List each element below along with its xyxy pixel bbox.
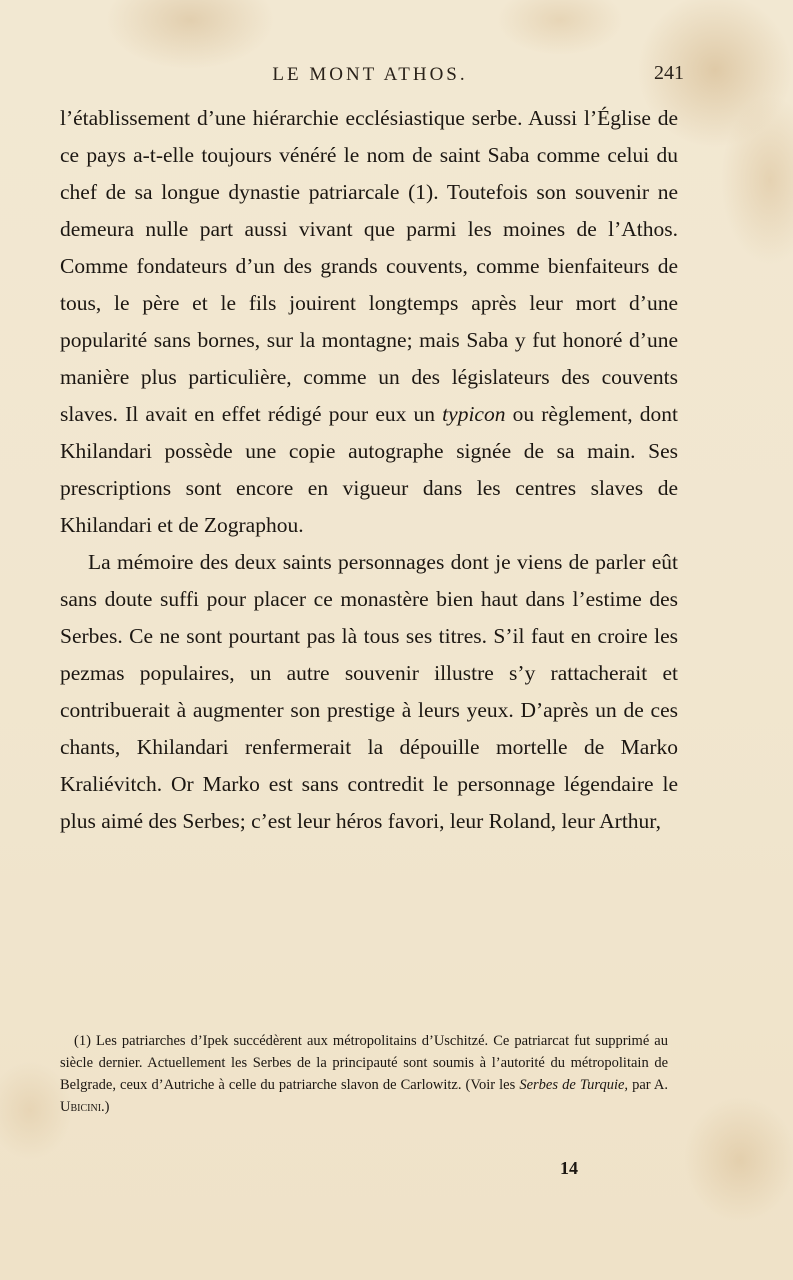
- footnote-italic-title: Serbes de Turquie,: [519, 1077, 629, 1093]
- paragraph: La mémoire des deux saints personnages dont je viens de parler eût sans doute suffi pour placer ce monastère bien haut dans l’estime des Serbes. Ce ne sont pourtant pas là tous ses titres. S’il faut en croire les pezmas populaires, un autre souvenir illustre s’y rattacherait et contribuerait à augmenter son prestige à leurs yeux. D’après un de ces chants, Khilandari renfermerait la dépouille mortelle de Marko Kraliévitch. Or Marko est sans contredit le personnage légendaire le plus aimé des Serbes; c’est leur héros favori, leur Roland, leur Arthur,: [60, 550, 678, 833]
- paragraph: [60, 100, 678, 544]
- running-title: LE MONT ATHOS.: [272, 64, 468, 85]
- page-number: 241: [654, 62, 684, 84]
- paragraph-text: l’établissement d’une hiérarchie ecclésiastique serbe. Aussi l’Église de ce pays a-t-elle toujours vénéré le nom de saint Saba comme celui du chef de sa longue dynastie patriarcale (1). Toutefois son souvenir ne demeura nulle part aussi vivant que parmi les moines de l’Athos. Comme fondateurs d’un des grands couvents, comme bienfaiteurs de tous, le père et le fils jouirent longtemps après leur mort d’une popularité sans bornes, sur la montagne; mais Saba y fut honoré d’une manière plus particulière, comme un des législateurs des couvents slaves. Il avait en effet rédigé pour eux un: [60, 106, 678, 426]
- footnote: [60, 1030, 668, 1118]
- footnote-author: Ubicini: [60, 1099, 102, 1115]
- footnote-part: .): [101, 1099, 110, 1115]
- footnote-part: par A.: [628, 1077, 669, 1093]
- main-text: [60, 100, 678, 840]
- running-head: [60, 60, 684, 90]
- footnote-text: [60, 1030, 668, 1118]
- italic-term: typicon: [442, 402, 506, 426]
- footnote-part: (1) Les patriarches d’Ipek succédèrent aux métropolitains d’Uschitzé. Ce patriarcat fut supprimé au siècle dernier. Actuellement les Serbes de la principauté sont soumis à l’autorité du métropolitain de Belgrade, ceux d’Autriche à celle du patriarche slavon de Carlowitz. (Voir les: [60, 1033, 668, 1093]
- signature-mark: 14: [560, 1158, 578, 1178]
- paragraph-text: ou règlement, dont Khilandari possède une copie autographe signée de sa main. Ses prescriptions sont encore en vigueur dans les centres slaves de Khilandari et de Zographou.: [60, 402, 678, 537]
